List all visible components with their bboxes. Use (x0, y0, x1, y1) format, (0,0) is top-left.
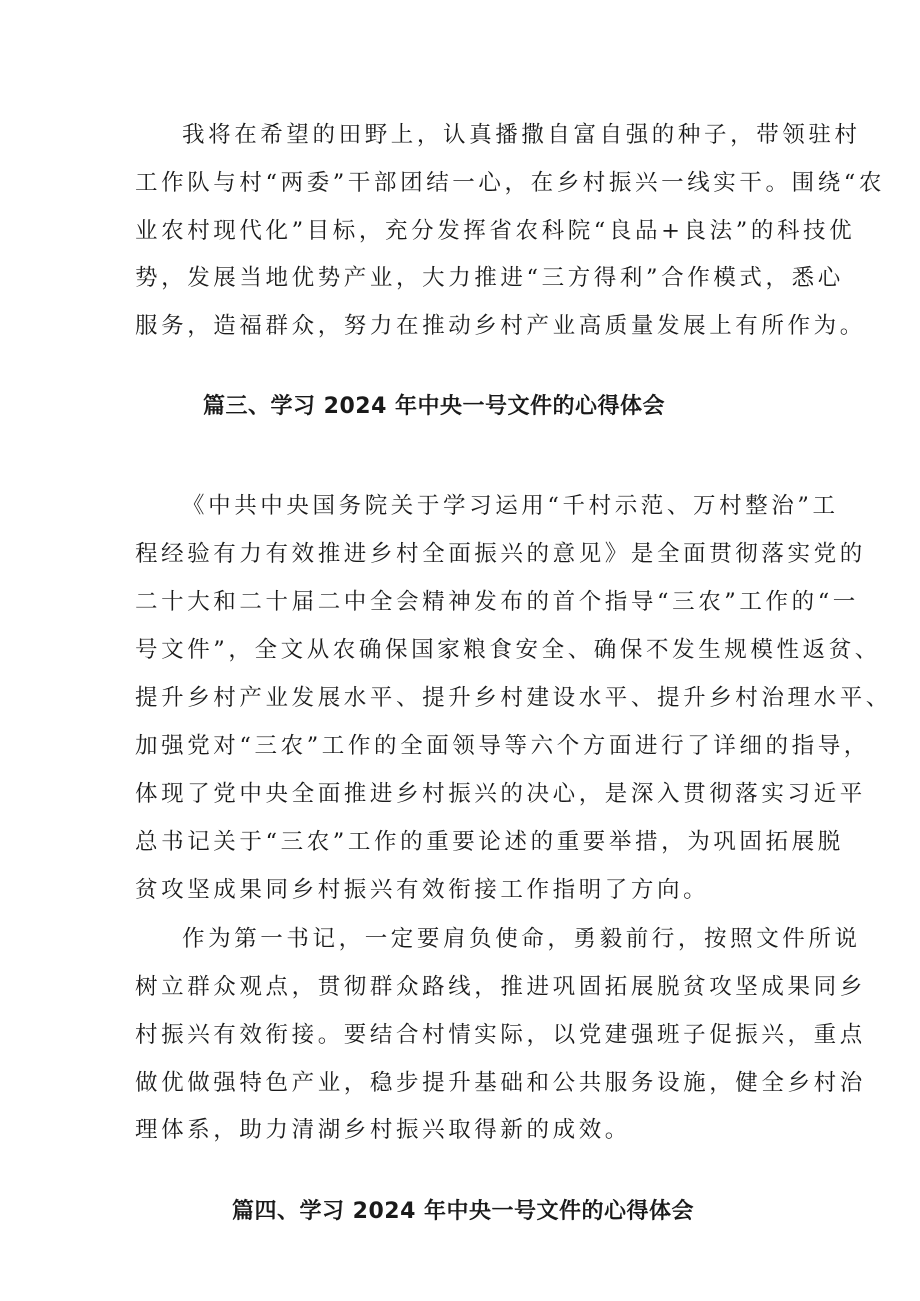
paragraph-line: 号文件”，全文从农确保国家粮食安全、确保不发生规模性返贫、 (135, 637, 881, 663)
section-heading: 篇三、学习 2024 年中央一号文件的心得体会 (203, 394, 666, 419)
paragraph-line: 树立群众观点，贯彻群众路线，推进巩固拓展脱贫攻坚成果同乡 (135, 974, 866, 1000)
paragraph-line: 服务，造福群众，努力在推动乡村产业高质量发展上有所作为。 (135, 313, 866, 339)
paragraph-line: 贫攻坚成果同乡村振兴有效衔接工作指明了方向。 (135, 877, 710, 903)
paragraph-line: 理体系，助力清湖乡村振兴取得新的成效。 (135, 1117, 631, 1143)
paragraph-line: 体现了党中央全面推进乡村振兴的决心，是深入贯彻落实习近平 (135, 781, 866, 807)
paragraph-line: 做优做强特色产业，稳步提升基础和公共服务设施，健全乡村治 (135, 1070, 866, 1096)
paragraph-line: 村振兴有效衔接。要结合村情实际，以党建强班子促振兴，重点 (135, 1022, 866, 1048)
paragraph-line: 程经验有力有效推进乡村全面振兴的意见》是全面贯彻落实党的 (135, 541, 866, 567)
paragraph-line: 加强党对“三农”工作的全面领导等六个方面进行了详细的指导， (135, 733, 870, 759)
paragraph-line: 业农村现代化”目标，充分发挥省农科院“良品+良法”的科技优 (135, 218, 856, 244)
paragraph-line: 二十大和二十届二中全会精神发布的首个指导“三农”工作的“一 (135, 589, 859, 615)
paragraph-line: 我将在希望的田野上，认真播撒自富自强的种子，带领驻村 (182, 122, 861, 148)
paragraph-line: 作为第一书记，一定要肩负使命，勇毅前行，按照文件所说 (182, 926, 861, 952)
paragraph-line: 工作队与村“两委”干部团结一心，在乡村振兴一线实干。围绕“农 (135, 170, 886, 196)
paragraph-line: 势，发展当地优势产业，大力推进“三方得利”合作模式，悉心 (135, 265, 844, 291)
paragraph-line: 总书记关于“三农”工作的重要论述的重要举措，为巩固拓展脱 (135, 829, 844, 855)
paragraph-line: 《中共中央国务院关于学习运用“千村示范、万村整治”工 (182, 493, 839, 519)
section-heading: 篇四、学习 2024 年中央一号文件的心得体会 (232, 1199, 695, 1224)
paragraph-line: 提升乡村产业发展水平、提升乡村建设水平、提升乡村治理水平、 (135, 685, 892, 711)
